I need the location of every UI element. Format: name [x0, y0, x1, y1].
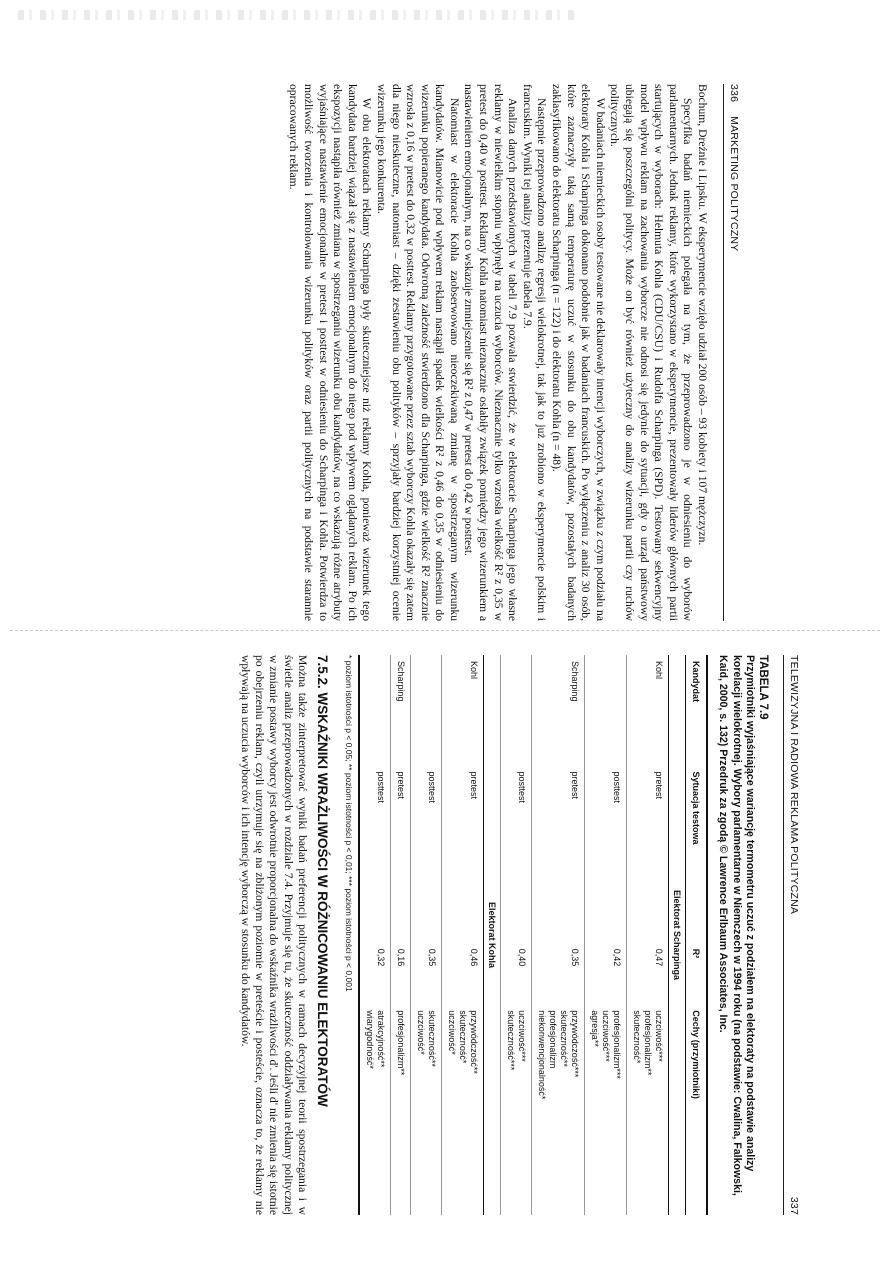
column-header: Cechy (przymiotniki): [686, 1004, 708, 1215]
table-cell-r2: 0,35: [532, 943, 585, 1005]
body-text: [286, 84, 709, 621]
right-page: [100, 655, 800, 1215]
table-caption-text: Przymiotniki wyjaśniające wariancję termometru uczuć z podziałem na elektoraty na podstawie analizy korelacji wielokrotnej. Wybory parlamentarne w Niemczech w 1994 roku (na podstawie: Cwalina, Falkowski, Kaid, 2000, s. 132) Przedruk za zgodą © Lawrence Erlbaum Associates, Inc.: [717, 655, 756, 1196]
table-cell-r2: 0,16: [391, 943, 411, 1005]
trait-item: atrakcyjność**: [376, 1010, 387, 1068]
table-cell-r2: 0,47: [627, 943, 669, 1005]
paragraph: Bochum, Dreźnie i Lipsku. W eksperymencie wzięło udział 200 osób – 93 kobiety i 107 mężczyzn.: [696, 84, 709, 546]
trait-item: profesjonalizm***: [612, 1010, 623, 1079]
table-cell-candidate: Scharping: [532, 655, 585, 766]
table-group-row: [669, 655, 686, 1215]
table-cell-traits: [532, 1004, 585, 1215]
trait-item: skuteczność**: [427, 1010, 438, 1067]
column-header: Sytuacja testowa: [686, 766, 708, 943]
scan-noise: [18, 10, 578, 20]
table-row: [411, 655, 442, 1215]
table-cell-candidate: [585, 655, 627, 766]
trait-item: agresja**: [590, 1010, 601, 1047]
trait-item: uczciwość***: [601, 1010, 612, 1062]
table-row: [442, 655, 484, 1215]
paragraph: Natomiast w elektoracie Kohla zaobserwowano nieoczekiwaną zmianę w spostrzeganym wizerunku kandydatów. Mianowicie pod wpływem reklam nastąpił spadek wielkości R² z 0,46 do 0,35 w odniesieniu do wizerunku popieranego kandydata. Odwrotną zależność stwierdzono dla Scharpinga, gdzie wielkość R² znacznie wzrosła z 0,16 w pretest do 0,32 w posttest. Reklamy przygotowane przez sztab wyborczy Kohla okazały się zatem dla niego nieskuteczne, natomiast – dzięki zestawieniu obu polityków – sprzyjały bardziej korzystniej ocenie wizerunku jego konkurenta.: [374, 84, 461, 621]
paragraph: W obu elektoratach reklamy Scharpinga były skuteczniejsze niż reklamy Kohla, ponieważ wizerunek tego kandydata bardziej wiązał się z nastawieniem emocjonalnym do niego pod wpływem oglądanych reklam. Po ich ekspozycji nastąpiła również zmiana w spostrzeganiu wizerunku obu kandydatów, na co wskazują różne atrybuty wyjaśniające nastawienie emocjonalne w pretest i posttest w odniesieniu do Scharpinga i Kohla. Potwierdza to możliwość tworzenia i kontrolowania wizerunku polityków oraz partii politycznych na podstawie starannie opracowanych reklam.: [287, 84, 374, 621]
page-divider: [10, 630, 880, 631]
table-cell-traits: [627, 1004, 669, 1215]
table-cell-r2: 0,35: [411, 943, 442, 1005]
table-header-row: [686, 655, 708, 1215]
running-head-title: MARKETING POLITYCZNY: [728, 116, 740, 252]
table-body: [359, 655, 686, 1215]
trait-item: skuteczność**: [559, 1010, 570, 1067]
trait-item: wiarygodność*: [365, 1010, 376, 1069]
table-cell-candidate: [501, 655, 532, 766]
column-header: R²: [686, 943, 708, 1005]
table-caption: [716, 655, 769, 1215]
table-cell-situation: pretest: [391, 766, 411, 943]
table-cell-traits: [442, 1004, 484, 1215]
table-cell-r2: 0,32: [359, 943, 391, 1005]
table-cell-situation: pretest: [627, 766, 669, 943]
trait-item: profesjonalizm**: [396, 1010, 407, 1076]
table-footnote: * poziom istotności p < 0,05; ** poziom istotności p < 0,01; *** poziom istotności p < 0,001: [344, 655, 355, 992]
left-page: [102, 84, 740, 621]
table-cell-r2: 0,40: [501, 943, 532, 1005]
trait-item: uczciwość***: [517, 1010, 528, 1062]
trait-item: przywódczość***: [570, 1010, 581, 1078]
table-cell-traits: [411, 1004, 442, 1215]
table-cell-traits: [501, 1004, 532, 1215]
trait-item: skuteczność*: [458, 1010, 469, 1064]
table-cell-situation: posttest: [411, 766, 442, 943]
table-cell-candidate: [411, 655, 442, 766]
table-cell-traits: [391, 1004, 411, 1215]
running-head: [723, 84, 740, 621]
table-row: [627, 655, 669, 1215]
table-cell-situation: posttest: [585, 766, 627, 943]
trait-item: uczciwość***: [654, 1010, 665, 1062]
running-head-title: TELEWIZYJNA I RADIOWA REKLAMA POLITYCZNA: [788, 655, 800, 915]
table-cell-r2: 0,42: [585, 943, 627, 1005]
paragraph: W badaniach niemieckich osoby testowane nie deklarowały intencji wyborczych, w związku z czym podziału na elektoraty Kohla i Scharpinga dokonano podobnie jak w badaniach francuskich. Po wyłączeniu z analiz 30 osób, które zaznaczyły taką samą temperaturę uczuć w stosunku do obu kandydatów, pozostałych badanych zaklasyfikowano do elektoratu Scharpinga (n = 122) i do elektoratu Kohla (n = 48).: [550, 84, 607, 621]
table-cell-situation: posttest: [501, 766, 532, 943]
table-cell-candidate: Kohl: [442, 655, 484, 766]
paragraph: Specyfika badań niemieckich polegała na tym, że przeprowadzono je w odniesieniu do wyborów parlamentarnych. Jednak reklamy, które wykorzystano w eksperymencie, prezentowały liderów głównych partii startujących w wyborach: Helmuta Kohla (CDU/CSU) i Rudolfa Scharpinga (SPD). Testowany sekwencyjny model wpływu reklam na zachowania wyborcze nie odnosi się jedynie do sytuacji, gdy o urząd państwowy ubiegają się poszczególni politycy. Może on być również użyteczny do analizy wizerunku partii czy ruchów politycznych.: [608, 84, 695, 621]
table-cell-situation: pretest: [532, 766, 585, 943]
group-title: Elektorat Scharpinga: [669, 655, 686, 1215]
trait-item: profesjonalizm: [548, 1010, 559, 1069]
table-cell-r2: 0,46: [442, 943, 484, 1005]
column-header: Kandydat: [686, 655, 708, 766]
table-cell-candidate: Scharping: [391, 655, 411, 766]
table-cell-traits: [359, 1004, 391, 1215]
trait-item: skuteczność***: [506, 1010, 517, 1071]
trait-item: niekonwencjonalność*: [537, 1010, 548, 1100]
table-row: [585, 655, 627, 1215]
page-number: 337: [788, 1196, 800, 1215]
trait-item: uczciwość*: [416, 1010, 427, 1055]
section-heading: 7.5.2. WSKAŹNIKI WRAŻLIWOŚCI W RÓŻNICOWANIU ELEKTORATÓW: [315, 655, 331, 1107]
running-head: [783, 655, 800, 1215]
table-cell-situation: posttest: [359, 766, 391, 943]
trait-item: uczciwość*: [447, 1010, 458, 1055]
table-cell-situation: pretest: [442, 766, 484, 943]
table-cell-traits: [585, 1004, 627, 1215]
trait-item: profesjonalizm**: [643, 1010, 654, 1076]
table-row: [501, 655, 532, 1215]
group-title: Elektorat Kohla: [484, 655, 501, 1215]
results-table: [358, 655, 708, 1215]
table-cell-candidate: Kohl: [627, 655, 669, 766]
table-row: [359, 655, 391, 1215]
paragraph: Można także zinterpretować wyniki badań preferencji politycznych w ramach decyzyjnej teorii spostrzegania i w świetle analiz przeprowadzonych w rozdziale 7.4. Przyjmuje się tu, że skuteczność oddziaływania reklamy politycznej w zmianie postawy wyborcy jest odwrotnie proporcjonalna do wskaźnika wrażliwości d'. Jeśli d' nie zmienia się istotnie po obejrzeniu reklam, czyli utrzymuje się na zbliżonym poziomie w preteście i posteście, oznacza to, że reklamy nie wpływają na uczucia wyborców i ich intencję wyborczą w stosunku do kandydatów.: [238, 655, 310, 1215]
trait-item: przywódczość**: [469, 1010, 480, 1074]
body-text: [237, 655, 309, 1215]
table-row: [391, 655, 411, 1215]
page-number: 336: [728, 84, 740, 103]
paragraph: Następnie przeprowadzono analizę regresji wielokrotnej, tak jak to już zrobiono w eksperymencie polskim i francuskim. Wyniki tej analizy prezentuje tabela 7.9.: [520, 84, 549, 621]
paragraph: Analiza danych przedstawionych w tabeli 7.9 pozwala stwierdzić, że w elektoracie Scharpinga jego własne reklamy w niewielkim stopniu wpłynęły na uczucia wyborców. Nieznacznie tylko wzrosła wielkość R² z 0,35 w pretest do 0,40 w posttest. Reklamy Kohla natomiast nieznacznie osłabiły związek pomiędzy jego wizerunkiem a nastawieniem emocjonalnym, na co wskazuje zmniejszenie się R² z 0,47 w pretest do 0,42 w posttest.: [462, 84, 520, 621]
table-label: TABELA 7.9: [757, 655, 769, 720]
trait-item: skuteczność*: [632, 1010, 643, 1064]
table-row: [532, 655, 585, 1215]
table-group-row: [484, 655, 501, 1215]
table-cell-candidate: [359, 655, 391, 766]
